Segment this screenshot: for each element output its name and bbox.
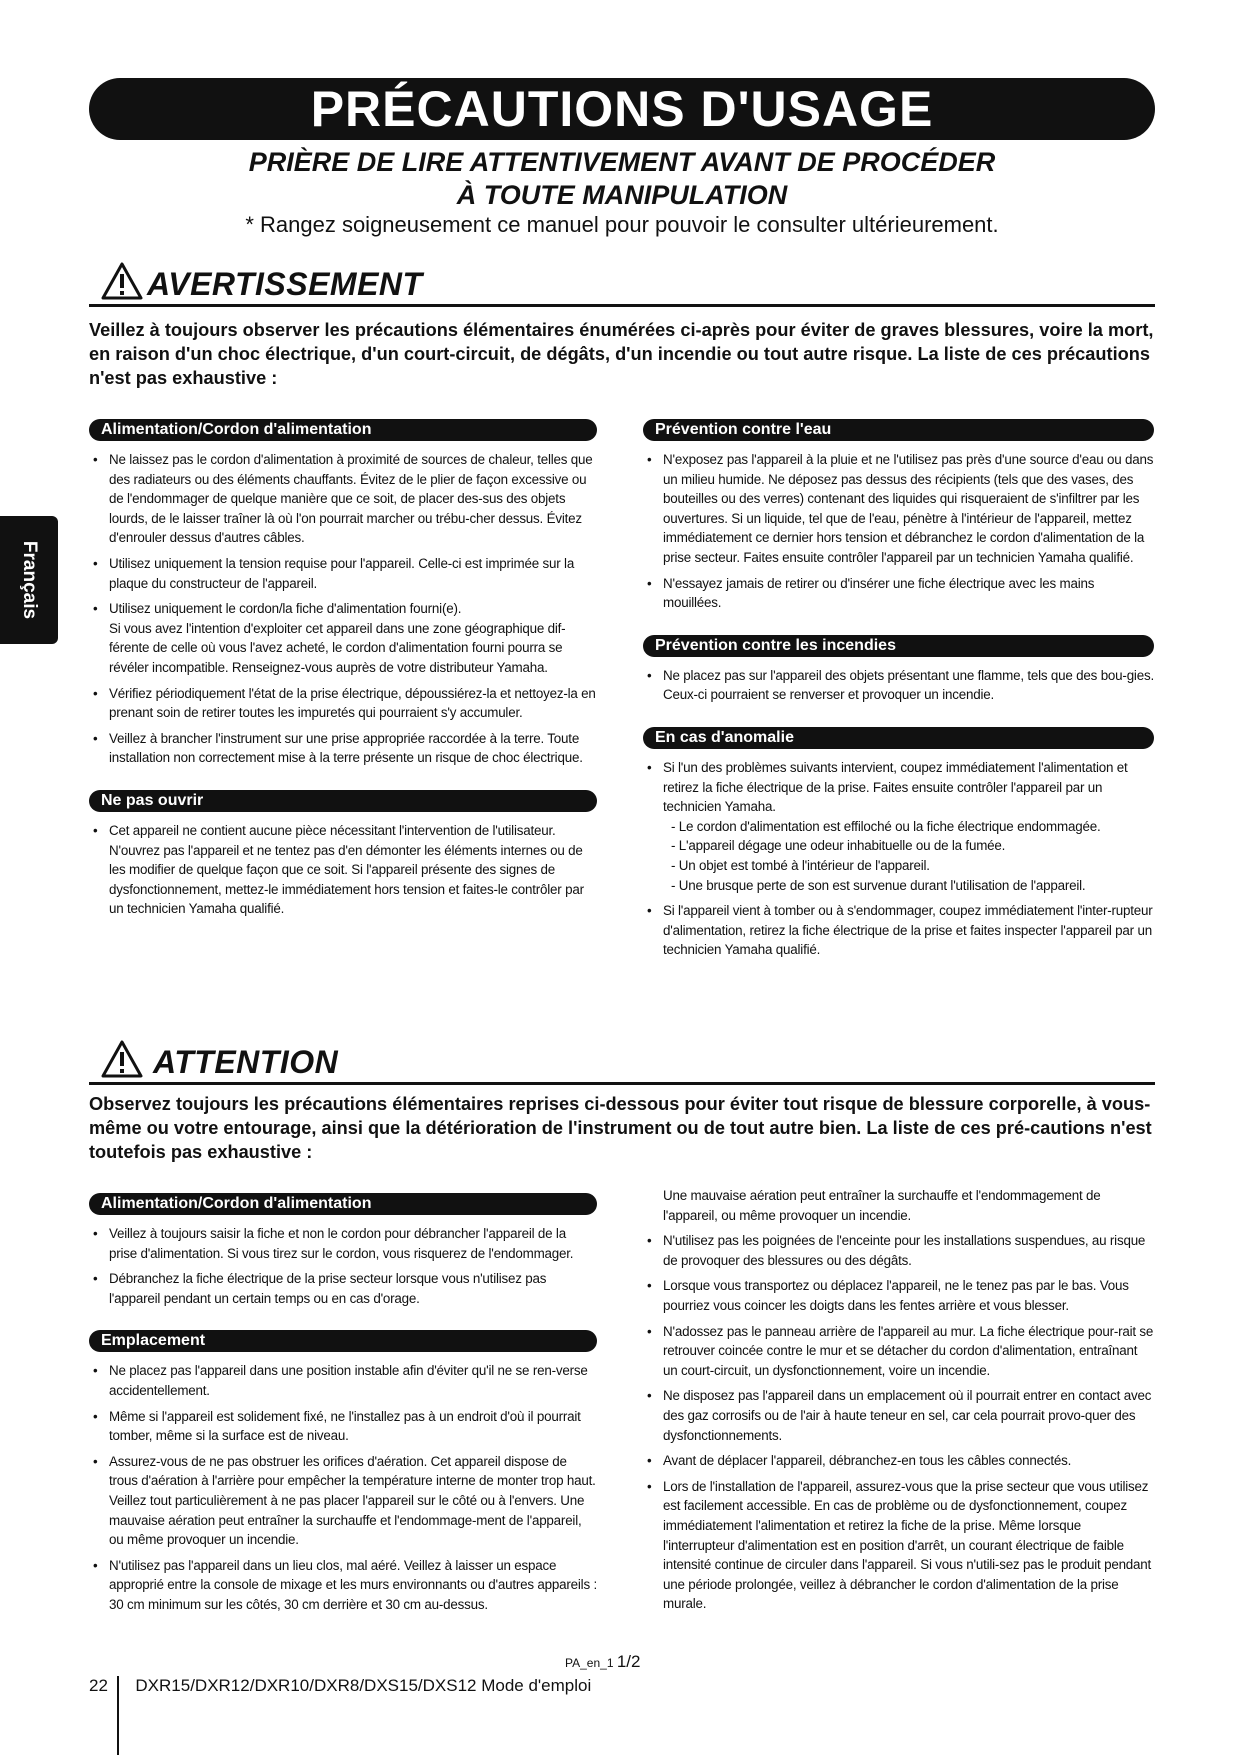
page-footer (89, 1676, 591, 1696)
list-item: • N'utilisez pas l'appareil dans un lieu clos, mal aéré. Veillez à laisser un espace approprié entre la console de mixage et les murs environnants ou d'autres appareils : 30 cm minimum sur les côtés, 30 cm derrière et 30 cm au-dessus. (89, 1556, 597, 1615)
caution-continued-list (643, 1186, 1154, 1614)
list-item: • Assurez-vous de ne pas obstruer les orifices d'aération. Cet appareil dispose de trous d'aération à l'arrière pour empêcher la température interne de monter trop haut. Veillez tout particulièrement à ne pas placer l'appareil sur le côté ou à l'envers. Une mauvaise aération peut entraîner la surchauffe et l'endommage-ment de l'appareil, ou même provoquer un incendie. (89, 1452, 597, 1550)
footer-divider (117, 1676, 119, 1755)
list-item: • Lors de l'installation de l'appareil, assurez-vous que la prise secteur que vous utilisez est facilement accessible. En cas de problème ou de dysfonctionnement, coupez immédiatement l'alimentation et retirez la fiche de la prise. Même lorsque l'interrupteur d'alimentation est en position d'arrêt, un courant électrique de faible intensité continue de circuler dans l'appareil. Si vous n'utili-sez pas le produit pendant une période prolongée, veillez à débrancher le cordon d'alimentation de la prise murale. (643, 1477, 1154, 1614)
list-item: • Ne placez pas l'appareil dans une position instable afin d'éviter qu'il ne se ren-verse accidentellement. (89, 1361, 597, 1400)
list-item (643, 758, 1154, 895)
list-item-continued: Une mauvaise aération peut entraîner la surchauffe et l'endommagement de l'appareil, ou même provoquer un incendie. (663, 1188, 1101, 1223)
section-no-open: Ne pas ouvrir (89, 790, 597, 812)
page-title: PRÉCAUTIONS D'USAGE (89, 78, 1155, 140)
fire-list (643, 666, 1154, 705)
list-item-continued: Si vous avez l'intention d'exploiter cet appareil dans une zone géographique dif-férente de celle où vous l'avez acheté, le cordon d'alimentation fourni pourra se révéler incompatible. Renseignez-vous auprès de votre distributeur Yamaha. (109, 620, 566, 675)
caution-lead: Observez toujours les précautions élémentaires reprises ci-dessous pour éviter tout risque de blessure corporelle, à vous-même ou votre entourage, ainsi que la détérioration de l'instrument ou de tout autre bien. La liste de ces pré-cautions n'est toutefois pas exhaustive : (89, 1094, 1152, 1162)
list-item: • N'utilisez pas les poignées de l'enceinte pour les installations suspendues, au risque de provoquer des blessures ou des dégâts. (643, 1231, 1154, 1270)
page-fraction: 1/2 (616, 1652, 641, 1671)
list-item: • Avant de déplacer l'appareil, débranchez-en tous les câbles connectés. (643, 1451, 1154, 1471)
power-list (89, 450, 597, 768)
page-number: 22 (89, 1676, 108, 1695)
anomaly-intro: Si l'un des problèmes suivants intervient, coupez immédiatement l'alimentation et retirez la fiche électrique de la prise. Faites ensuite contrôler l'appareil par un technicien Yamaha. (663, 759, 1128, 815)
list-item: • Utilisez uniquement le cordon/la fiche d'alimentation fourni(e). (89, 599, 597, 619)
anomaly-dash: - Le cordon d'alimentation est effiloché ou la fiche électrique endommagée. (671, 818, 1101, 834)
list-item: • Vérifiez périodiquement l'état de la prise électrique, dépoussiérez-la et nettoyez-la en prenant soin de retirer toutes les impuretés qui pourraient s'y accumuler. (89, 684, 597, 723)
list-item: • Débranchez la fiche électrique de la prise secteur lorsque vous n'utilisez pas l'appareil pendant un certain temps ou en cas d'orage. (89, 1269, 597, 1308)
list-item: • N'adossez pas le panneau arrière de l'appareil au mur. La fiche électrique pour-rait se retrouver coincée contre le mur et se détacher du cordon d'alimentation, entraînant un court-circuit, un dysfonctionnement, voire un incendie. (643, 1322, 1154, 1381)
subtitle-line-2: À TOUTE MANIPULATION (456, 180, 788, 210)
list-item: • Veillez à brancher l'instrument sur une prise appropriée raccordée à la terre. Toute installation non correctement mise à la terre présente un risque de choc électrique. (89, 729, 597, 768)
anomaly-dash: - Un objet est tombé à l'intérieur de l'appareil. (671, 857, 930, 873)
list-item: • N'essayez jamais de retirer ou d'insérer une fiche électrique avec les mains mouillées. (643, 574, 1154, 613)
water-list (643, 450, 1154, 613)
list-item: • Veillez à toujours saisir la fiche et non le cordon pour débrancher l'appareil de la prise d'alimentation. Si vous tirez sur le cordon, vous risquerez de l'endommager. (89, 1224, 597, 1263)
location-list (89, 1361, 597, 1614)
caution-left-column (89, 1193, 597, 1621)
caution-right-column (643, 1186, 1154, 1620)
section-location: Emplacement (89, 1330, 597, 1352)
warning-triangle-icon (101, 1040, 143, 1078)
language-tab-label: Français (19, 540, 40, 620)
no-open-list (89, 821, 597, 919)
caution-heading-text: ATTENTION (153, 1044, 339, 1080)
anomaly-dash: - Une brusque perte de son est survenue durant l'utilisation de l'appareil. (671, 877, 1086, 893)
warning-heading (89, 262, 1155, 307)
warning-triangle-icon (101, 262, 143, 300)
list-item: • Même si l'appareil est solidement fixé, ne l'installez pas à un endroit d'où il pourrait tomber, même si la surface est de niveau. (89, 1407, 597, 1446)
warning-lead: Veillez à toujours observer les précautions élémentaires énumérées ci-après pour éviter de graves blessures, voire la mort, en raison d'un choc électrique, d'un court-circuit, de dégâts, d'un incendie ou tout autre risque. La liste de ces précautions n'est pas exhaustive : (89, 320, 1154, 388)
list-item: • Ne laissez pas le cordon d'alimentation à proximité de sources de chaleur, telles que des radiateurs ou des éléments chauffants. Évitez de le plier de façon excessive ou de l'endommager de quelque manière que ce soit, de placer des-sus des objets lourds, de le laisser traîner là où l'on pourrait marcher ou trébu-cher dessus. Évitez d'enrouler dessus d'autres câbles. (89, 450, 597, 548)
anomaly-list (643, 758, 1154, 960)
keep-manual-note: * Rangez soigneusement ce manuel pour pouvoir le consulter ultérieurement. (245, 212, 999, 237)
list-item: • Cet appareil ne contient aucune pièce nécessitant l'intervention de l'utilisateur. N'ouvrez pas l'appareil et ne tentez pas d'en démonter les éléments internes ou de les modifier de quelque façon que ce soit. Si l'appareil présente des signes de dysfonctionnement, mettez-le immédiatement hors tension et faites-le contrôler par un technicien Yamaha qualifié. (89, 821, 597, 919)
section-power: Alimentation/Cordon d'alimentation (89, 419, 597, 441)
list-item: • Utilisez uniquement la tension requise pour l'appareil. Celle-ci est imprimée sur la plaque du constructeur de l'appareil. (89, 554, 597, 593)
document-code-text: PA_en_1 (565, 1656, 614, 1670)
list-item: • N'exposez pas l'appareil à la pluie et ne l'utilisez pas près d'une source d'eau ou dans un milieu humide. Ne déposez pas dessus des récipients (tels que des vases, des bouteilles ou des verres) contenant des liquides qui risqueraient de s'infiltrer par les ouvertures. Si un liquide, tel que de l'eau, pénètre à l'intérieur de l'appareil, mettez immédiatement ce dernier hors tension et débranchez le cordon d'alimentation de la prise secteur. Faites ensuite contrôler l'appareil par un technicien Yamaha qualifié. (643, 450, 1154, 568)
section-water: Prévention contre l'eau (643, 419, 1154, 441)
list-item: • Ne placez pas sur l'appareil des objets présentant une flamme, tels que des bou-gies. Ceux-ci pourraient se renverser et provoquer un incendie. (643, 666, 1154, 705)
section-caution-power: Alimentation/Cordon d'alimentation (89, 1193, 597, 1215)
document-code (565, 1652, 640, 1672)
subtitle-line-1: PRIÈRE DE LIRE ATTENTIVEMENT AVANT DE PROCÉDER (248, 147, 996, 177)
manual-title: DXR15/DXR12/DXR10/DXR8/DXS15/DXS12 Mode d'emploi (135, 1676, 592, 1695)
section-anomaly: En cas d'anomalie (643, 727, 1154, 749)
subtitle (89, 146, 1155, 212)
caution-heading (89, 1040, 1155, 1085)
list-item: • Lorsque vous transportez ou déplacez l'appareil, ne le tenez pas par le bas. Vous pourriez vous coincer les doigts dans les fentes arrière et vous blesser. (643, 1276, 1154, 1315)
caution-power-list (89, 1224, 597, 1308)
section-fire: Prévention contre les incendies (643, 635, 1154, 657)
language-tab (0, 516, 58, 644)
warning-left-column (89, 419, 597, 925)
list-item: • Ne disposez pas l'appareil dans un emplacement où il pourrait entrer en contact avec des gaz corrosifs ou de l'air à haute teneur en sel, car cela pourrait provo-quer des dysfonctionnements. (643, 1386, 1154, 1445)
list-item: • Si l'appareil vient à tomber ou à s'endommager, coupez immédiatement l'inter-rupteur d'alimentation, retirez la fiche électrique de la prise et faites inspecter l'appareil par un technicien Yamaha qualifié. (643, 901, 1154, 960)
warning-right-column (643, 419, 1154, 966)
warning-heading-text: AVERTISSEMENT (147, 266, 423, 302)
anomaly-dash: - L'appareil dégage une odeur inhabituelle ou de la fumée. (671, 838, 1006, 854)
